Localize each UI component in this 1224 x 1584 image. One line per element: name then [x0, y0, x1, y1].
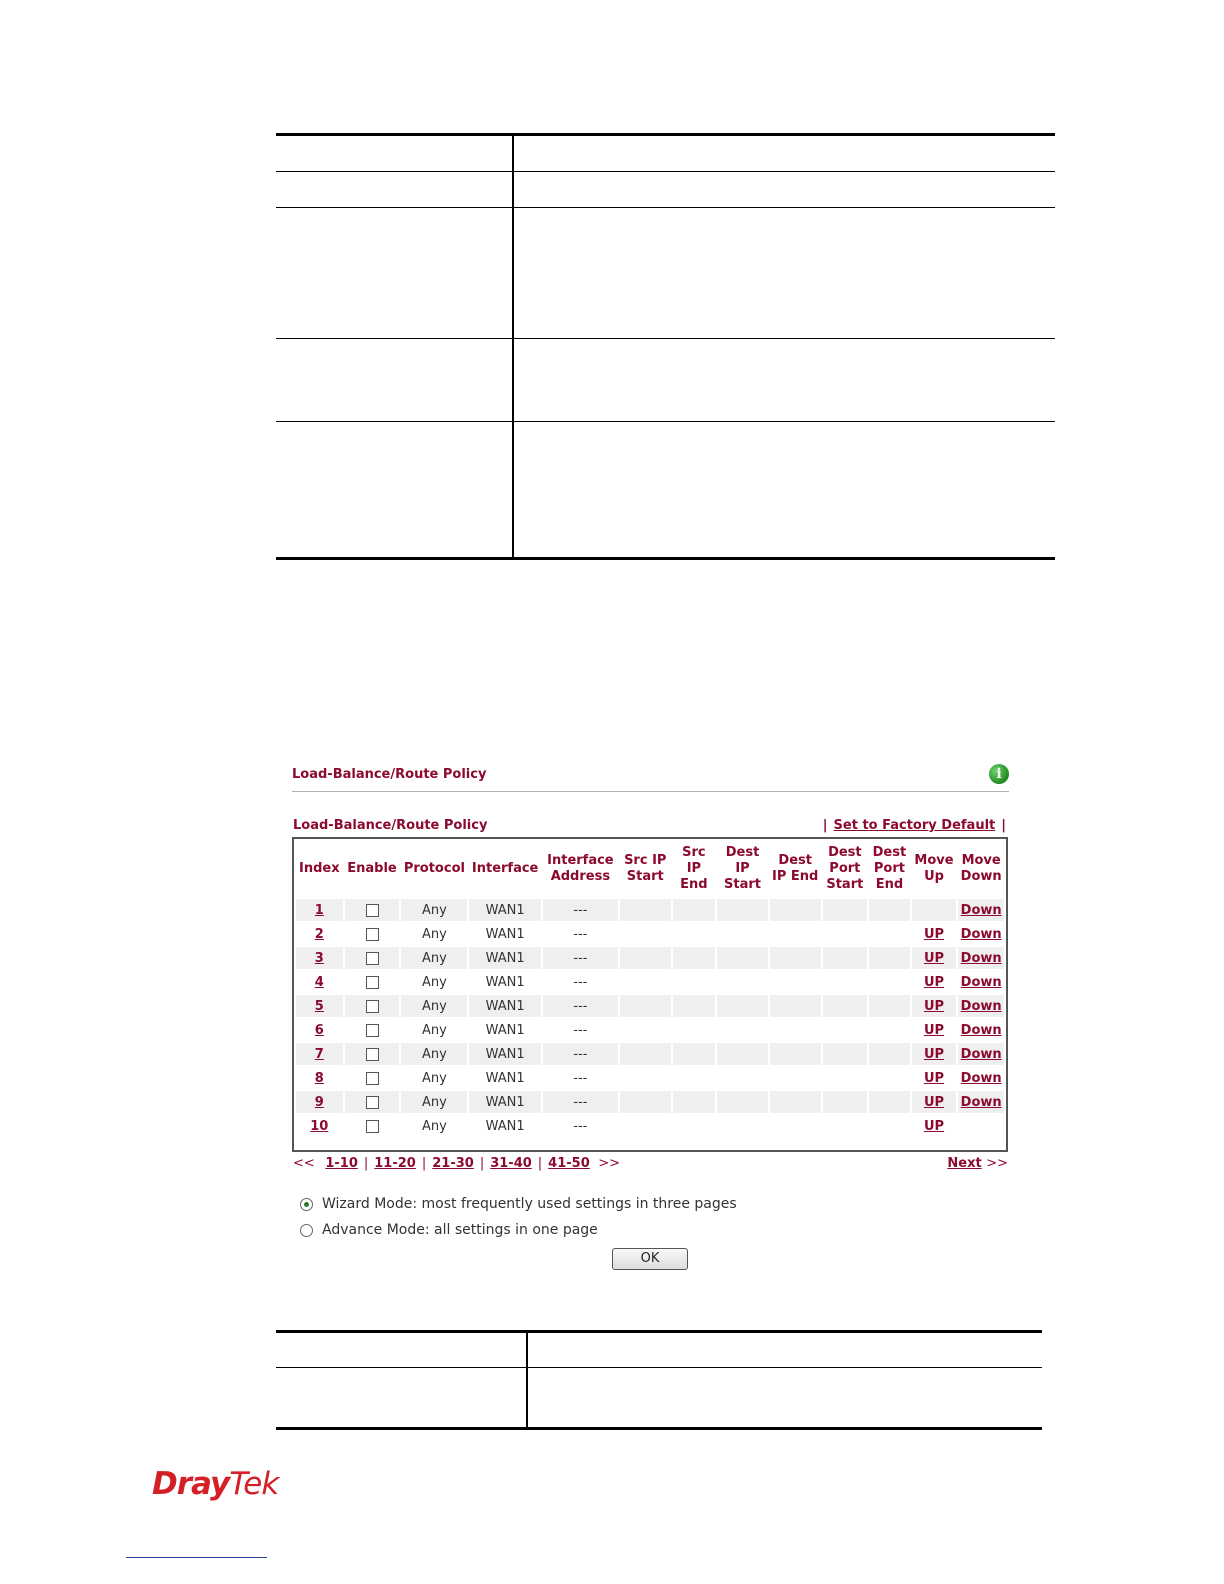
- row-src-ip-end: [673, 971, 716, 993]
- row-dest-port-end: [869, 947, 910, 969]
- table-row: [296, 1067, 1004, 1089]
- row-index-link[interactable]: 6: [314, 1022, 324, 1038]
- row-src-ip-end: [673, 1043, 716, 1065]
- row-index-cell: [296, 923, 343, 945]
- info-icon[interactable]: i: [989, 764, 1009, 784]
- table-row: [296, 1091, 1004, 1113]
- col-move-up: Move Up: [914, 853, 954, 884]
- row-enable-cell: [345, 1019, 400, 1041]
- move-up-link[interactable]: UP: [923, 974, 945, 990]
- col-protocol: Protocol: [403, 861, 465, 876]
- row-dest-ip-end: [770, 1115, 821, 1137]
- row-index-link[interactable]: 2: [314, 926, 324, 942]
- enable-checkbox[interactable]: [366, 952, 379, 965]
- row-enable-cell: [345, 1115, 400, 1137]
- row-src-ip-end: [673, 947, 716, 969]
- row-move-up-cell: [912, 947, 957, 969]
- table-row: [296, 1115, 1004, 1137]
- row-src-ip-end: [673, 1019, 716, 1041]
- row-src-ip-start: [620, 1043, 671, 1065]
- wizard-mode-label: Wizard Mode: most frequently used settings in three pages: [322, 1196, 737, 1212]
- row-dest-port-end: [869, 1115, 910, 1137]
- move-down-link[interactable]: Down: [960, 974, 1002, 990]
- row-index-cell: [296, 1115, 343, 1137]
- row-index-cell: [296, 995, 343, 1017]
- row-index-cell: [296, 1043, 343, 1065]
- row-index-cell: [296, 971, 343, 993]
- move-down-link[interactable]: Down: [960, 1022, 1002, 1038]
- row-move-up-cell: [912, 1091, 957, 1113]
- table-header-row: [296, 841, 1004, 897]
- row-protocol: Any: [401, 947, 467, 969]
- row-interface-address: ---: [543, 1043, 618, 1065]
- row-src-ip-end: [673, 1067, 716, 1089]
- row-dest-port-end: [869, 1091, 910, 1113]
- row-interface: WAN1: [469, 971, 540, 993]
- set-factory-default-link[interactable]: Set to Factory Default: [833, 818, 996, 833]
- row-protocol: Any: [401, 971, 467, 993]
- row-protocol: Any: [401, 1115, 467, 1137]
- enable-checkbox[interactable]: [366, 1000, 379, 1013]
- ok-button[interactable]: OK: [612, 1248, 688, 1270]
- row-src-ip-end: [673, 995, 716, 1017]
- enable-checkbox[interactable]: [366, 928, 379, 941]
- col-src-ip-start: Src IP Start: [624, 853, 667, 884]
- row-enable-cell: [345, 1067, 400, 1089]
- row-dest-port-start: [823, 971, 868, 993]
- row-dest-ip-start: [717, 923, 768, 945]
- row-move-down-cell: [958, 971, 1004, 993]
- row-move-up-cell: [912, 1115, 957, 1137]
- row-move-down-cell: [958, 1019, 1004, 1041]
- row-dest-port-start: [823, 1115, 868, 1137]
- row-dest-port-end: [869, 923, 910, 945]
- advance-mode-radio[interactable]: [300, 1224, 313, 1237]
- row-index-cell: [296, 947, 343, 969]
- move-up-link[interactable]: UP: [923, 1070, 945, 1086]
- pager-prev-arrow: <<: [293, 1156, 315, 1171]
- page-title: Load-Balance/Route Policy: [292, 767, 487, 782]
- footer-rule: [126, 1557, 267, 1558]
- row-dest-port-start: [823, 995, 868, 1017]
- next-page-link[interactable]: Next: [947, 1156, 982, 1171]
- row-enable-cell: [345, 971, 400, 993]
- row-interface: WAN1: [469, 1067, 540, 1089]
- row-interface: WAN1: [469, 899, 540, 921]
- row-move-down-cell: [958, 1091, 1004, 1113]
- title-divider: [292, 791, 1009, 792]
- move-down-link[interactable]: Down: [960, 1094, 1002, 1110]
- row-dest-ip-start: [717, 899, 768, 921]
- row-dest-port-start: [823, 1043, 868, 1065]
- row-index-link[interactable]: 1: [314, 902, 324, 918]
- draytek-logo: [152, 1466, 278, 1502]
- enable-checkbox[interactable]: [366, 976, 379, 989]
- move-up-link[interactable]: UP: [923, 950, 945, 966]
- enable-checkbox[interactable]: [366, 1048, 379, 1061]
- col-dest-port-end: Dest Port End: [872, 845, 907, 892]
- row-src-ip-end: [673, 1091, 716, 1113]
- page-link-1-10[interactable]: 1-10: [325, 1156, 358, 1171]
- row-dest-port-start: [823, 899, 868, 921]
- row-dest-ip-start: [717, 995, 768, 1017]
- row-index-cell: [296, 1091, 343, 1113]
- row-src-ip-start: [620, 1115, 671, 1137]
- row-src-ip-start: [620, 1019, 671, 1041]
- row-index-link[interactable]: 9: [314, 1094, 324, 1110]
- row-src-ip-start: [620, 947, 671, 969]
- row-src-ip-start: [620, 899, 671, 921]
- row-dest-port-end: [869, 1067, 910, 1089]
- doc-table-bottom: [276, 1330, 1042, 1431]
- row-index-link[interactable]: 4: [314, 974, 324, 990]
- row-src-ip-start: [620, 1091, 671, 1113]
- policy-table: [294, 839, 1006, 1139]
- row-index-link[interactable]: 8: [314, 1070, 324, 1086]
- move-up-link[interactable]: UP: [923, 1022, 945, 1038]
- move-down-link[interactable]: Down: [960, 902, 1002, 918]
- row-interface: WAN1: [469, 923, 540, 945]
- row-dest-port-start: [823, 947, 868, 969]
- enable-checkbox[interactable]: [366, 1072, 379, 1085]
- row-dest-port-end: [869, 1043, 910, 1065]
- col-interface-address: Interface Address: [547, 853, 614, 884]
- row-move-up-cell: [912, 1019, 957, 1041]
- move-down-link[interactable]: Down: [960, 950, 1002, 966]
- row-index-cell: [296, 899, 343, 921]
- table-row: [296, 995, 1004, 1017]
- move-up-link[interactable]: UP: [923, 1094, 945, 1110]
- row-index-cell: [296, 1019, 343, 1041]
- row-interface: WAN1: [469, 1091, 540, 1113]
- row-interface-address: ---: [543, 1115, 618, 1137]
- table-row: [296, 899, 1004, 921]
- row-dest-ip-start: [717, 971, 768, 993]
- row-src-ip-end: [673, 923, 716, 945]
- factory-default-bar: [823, 818, 1006, 833]
- row-interface-address: ---: [543, 971, 618, 993]
- logo-tek: Tek: [229, 1466, 279, 1502]
- pager-sep: |: [537, 1156, 543, 1171]
- row-interface: WAN1: [469, 1019, 540, 1041]
- table-row: [296, 971, 1004, 993]
- row-interface-address: ---: [543, 995, 618, 1017]
- wizard-mode-option[interactable]: [300, 1196, 737, 1212]
- row-interface-address: ---: [543, 923, 618, 945]
- row-dest-ip-start: [717, 1067, 768, 1089]
- row-index-link[interactable]: 3: [314, 950, 324, 966]
- row-dest-ip-end: [770, 1067, 821, 1089]
- row-protocol: Any: [401, 1019, 467, 1041]
- move-up-link[interactable]: UP: [923, 926, 945, 942]
- policy-table-body: [296, 899, 1004, 1137]
- row-dest-ip-end: [770, 1091, 821, 1113]
- row-dest-ip-start: [717, 1115, 768, 1137]
- factory-sep-left: |: [822, 818, 828, 833]
- row-interface: WAN1: [469, 1043, 540, 1065]
- col-move-down: Move Down: [960, 853, 1002, 884]
- col-enable: Enable: [347, 861, 397, 876]
- factory-sep-right: |: [1001, 818, 1006, 833]
- row-protocol: Any: [401, 899, 467, 921]
- page-link-21-30[interactable]: 21-30: [432, 1156, 474, 1171]
- row-dest-port-end: [869, 1019, 910, 1041]
- row-src-ip-end: [673, 899, 716, 921]
- enable-checkbox[interactable]: [366, 1096, 379, 1109]
- row-interface-address: ---: [543, 1067, 618, 1089]
- row-move-up-cell: [912, 923, 957, 945]
- row-index-cell: [296, 1067, 343, 1089]
- row-protocol: Any: [401, 1091, 467, 1113]
- row-dest-ip-end: [770, 899, 821, 921]
- row-dest-port-start: [823, 1019, 868, 1041]
- row-dest-ip-end: [770, 1043, 821, 1065]
- row-enable-cell: [345, 923, 400, 945]
- row-dest-ip-end: [770, 995, 821, 1017]
- row-dest-ip-start: [717, 1019, 768, 1041]
- row-dest-port-end: [869, 971, 910, 993]
- enable-checkbox[interactable]: [366, 904, 379, 917]
- row-enable-cell: [345, 1091, 400, 1113]
- row-enable-cell: [345, 899, 400, 921]
- row-protocol: Any: [401, 995, 467, 1017]
- row-move-down-cell: [958, 923, 1004, 945]
- advance-mode-option[interactable]: [300, 1222, 598, 1238]
- row-protocol: Any: [401, 923, 467, 945]
- move-down-link[interactable]: Down: [960, 1046, 1002, 1062]
- table-row: [296, 1019, 1004, 1041]
- page-link-41-50[interactable]: 41-50: [548, 1156, 590, 1171]
- row-dest-ip-start: [717, 1043, 768, 1065]
- move-down-link[interactable]: Down: [960, 998, 1002, 1014]
- row-src-ip-start: [620, 971, 671, 993]
- row-dest-ip-end: [770, 923, 821, 945]
- col-dest-port-start: Dest Port Start: [826, 845, 864, 892]
- policy-table-frame: [292, 837, 1008, 1152]
- row-interface: WAN1: [469, 995, 540, 1017]
- row-interface-address: ---: [543, 1091, 618, 1113]
- move-up-link[interactable]: UP: [923, 1046, 945, 1062]
- wizard-mode-radio[interactable]: [300, 1198, 313, 1211]
- row-move-down-cell: [958, 1115, 1004, 1137]
- pager-more-arrow[interactable]: >>: [598, 1156, 621, 1171]
- col-src-ip-end: Src IP End: [680, 845, 708, 892]
- move-up-link[interactable]: UP: [923, 998, 945, 1014]
- enable-checkbox[interactable]: [366, 1120, 379, 1133]
- row-move-up-cell: [912, 995, 957, 1017]
- row-src-ip-start: [620, 923, 671, 945]
- page-link-31-40[interactable]: 31-40: [490, 1156, 532, 1171]
- col-index: Index: [299, 861, 340, 876]
- move-up-link[interactable]: UP: [923, 1118, 945, 1134]
- row-interface-address: ---: [543, 899, 618, 921]
- row-interface: WAN1: [469, 947, 540, 969]
- row-src-ip-end: [673, 1115, 716, 1137]
- col-dest-ip-start: Dest IP Start: [724, 845, 761, 892]
- pager-sep: |: [479, 1156, 485, 1171]
- row-move-up-cell: [912, 1067, 957, 1089]
- row-move-down-cell: [958, 899, 1004, 921]
- next-arrow[interactable]: >>: [986, 1156, 1008, 1171]
- row-dest-port-start: [823, 923, 868, 945]
- row-move-up-cell: [912, 899, 957, 921]
- row-move-up-cell: [912, 1043, 957, 1065]
- enable-checkbox[interactable]: [366, 1024, 379, 1037]
- table-row: [296, 1043, 1004, 1065]
- advance-mode-label: Advance Mode: all settings in one page: [322, 1222, 598, 1238]
- row-protocol: Any: [401, 1067, 467, 1089]
- logo-dray: Dray: [152, 1466, 230, 1502]
- pager-sep: |: [421, 1156, 427, 1171]
- row-dest-port-end: [869, 899, 910, 921]
- row-move-down-cell: [958, 1043, 1004, 1065]
- row-move-up-cell: [912, 971, 957, 993]
- page-link-11-20[interactable]: 11-20: [374, 1156, 416, 1171]
- doc-table-top: [276, 133, 1055, 561]
- col-dest-ip-end: Dest IP End: [772, 853, 819, 884]
- row-src-ip-start: [620, 995, 671, 1017]
- col-interface: Interface: [471, 861, 539, 876]
- row-dest-ip-end: [770, 1019, 821, 1041]
- row-dest-ip-start: [717, 1091, 768, 1113]
- row-dest-ip-end: [770, 971, 821, 993]
- table-row: [296, 923, 1004, 945]
- row-index-link[interactable]: 10: [310, 1118, 329, 1134]
- pager-sep: |: [363, 1156, 369, 1171]
- row-dest-ip-start: [717, 947, 768, 969]
- row-index-link[interactable]: 5: [314, 998, 324, 1014]
- pagination: [293, 1156, 620, 1171]
- row-move-down-cell: [958, 947, 1004, 969]
- row-enable-cell: [345, 947, 400, 969]
- row-interface: WAN1: [469, 1115, 540, 1137]
- row-interface-address: ---: [543, 1019, 618, 1041]
- row-enable-cell: [345, 995, 400, 1017]
- row-index-link[interactable]: 7: [314, 1046, 324, 1062]
- move-down-link[interactable]: Down: [960, 1070, 1002, 1086]
- table-title: Load-Balance/Route Policy: [293, 818, 488, 833]
- row-move-down-cell: [958, 1067, 1004, 1089]
- table-row: [296, 947, 1004, 969]
- row-interface-address: ---: [543, 947, 618, 969]
- move-down-link[interactable]: Down: [960, 926, 1002, 942]
- next-page: [947, 1156, 1008, 1171]
- row-move-down-cell: [958, 995, 1004, 1017]
- row-dest-port-start: [823, 1091, 868, 1113]
- row-dest-ip-end: [770, 947, 821, 969]
- row-dest-port-end: [869, 995, 910, 1017]
- row-src-ip-start: [620, 1067, 671, 1089]
- row-enable-cell: [345, 1043, 400, 1065]
- row-dest-port-start: [823, 1067, 868, 1089]
- row-protocol: Any: [401, 1043, 467, 1065]
